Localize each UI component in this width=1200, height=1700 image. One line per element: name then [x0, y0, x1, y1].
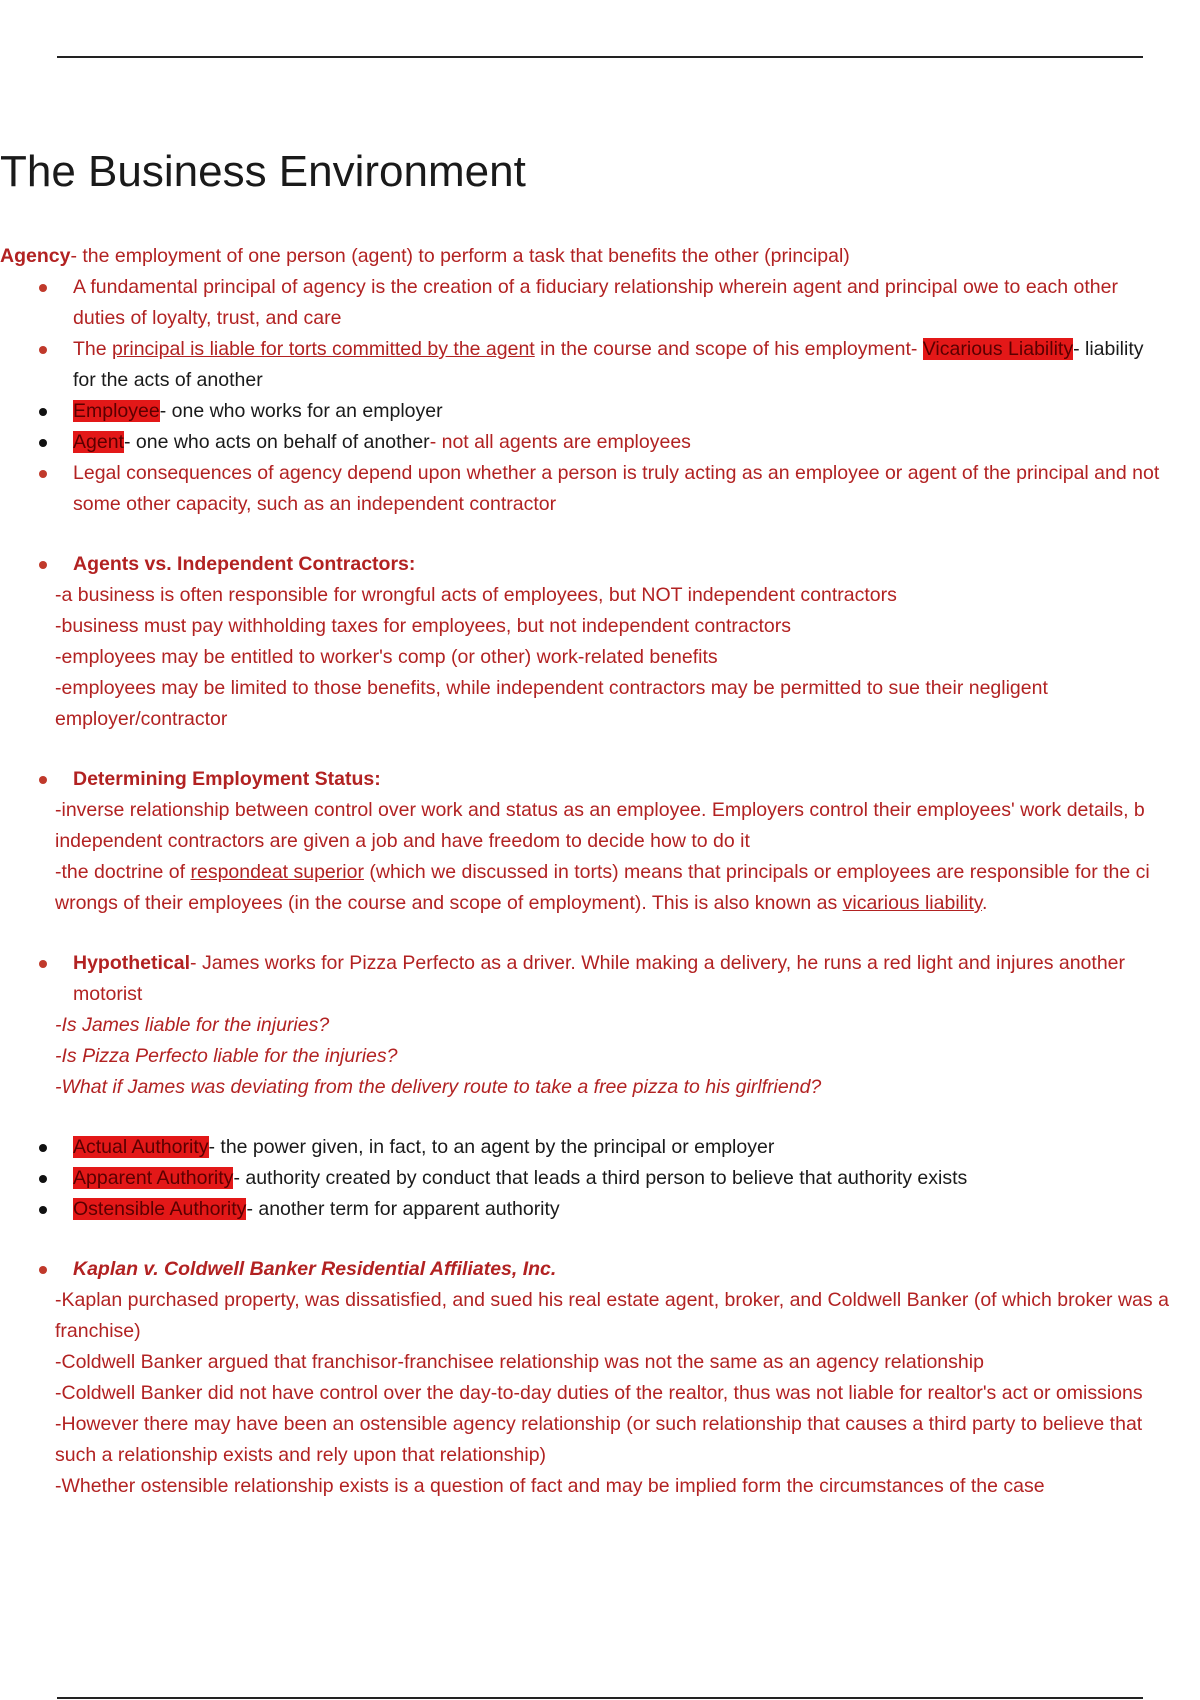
agency-section [0, 241, 1200, 520]
employee-highlight: Employee [73, 400, 160, 422]
status-line: -inverse relationship between control over work and status as an employee. Employers control their employees' work details, b [55, 799, 1145, 821]
fiduciary-text-cont: duties of loyalty, trust, and care [73, 307, 342, 329]
employee-def: - one who works for an employer [159, 400, 443, 422]
agency-term: Agency [0, 245, 71, 267]
agent-highlight: Agent [73, 431, 124, 453]
bullet-legal-consequences [0, 458, 1200, 489]
status-text: (which we discussed in torts) means that principals or employees are responsible for the ci [363, 861, 1150, 883]
bullet-agent [0, 427, 1200, 458]
bullet-fiduciary [0, 272, 1200, 303]
status-text: -the doctrine of [55, 861, 191, 883]
contractor-line: -employees may be limited to those benefits, while independent contractors may be permitted to sue their negligent [55, 677, 1048, 699]
bullet-employee [0, 396, 1200, 427]
authority-item [0, 1132, 1200, 1163]
agent-def: - one who acts on behalf of another [123, 431, 430, 453]
status-text: wrongs of their employees (in the course and scope of employment). This is also known as [55, 892, 843, 914]
kaplan-line: -Coldwell Banker did not have control over the day-to-day duties of the realtor, thus was not liable for realtor's act or omissions [55, 1382, 1143, 1404]
kaplan-line: franchise) [55, 1320, 141, 1342]
fiduciary-text: A fundamental principal of agency is the creation of a fiduciary relationship wherein agent and principal owe to each other [73, 276, 1118, 298]
kaplan-line: -Coldwell Banker argued that franchisor-franchisee relationship was not the same as an agency relationship [55, 1351, 984, 1373]
liable-pre: The [73, 338, 113, 360]
kaplan-line: -However there may have been an ostensible agency relationship (or such relationship that causes a third party to believe that [55, 1413, 1143, 1435]
contractor-line: -a business is often responsible for wrongful acts of employees, but NOT independent contractors [55, 584, 897, 606]
hypothetical-body: - James works for Pizza Perfecto as a driver. While making a delivery, he runs a red light and injures another [190, 952, 1126, 974]
authority-def: - another term for apparent authority [246, 1198, 560, 1220]
hypothetical-term: Hypothetical [73, 952, 191, 974]
agency-definition [0, 241, 1200, 272]
hypothetical-body-cont: motorist [73, 983, 143, 1005]
authority-item [0, 1194, 1200, 1225]
vicarious-liability-underlined: vicarious liability [842, 892, 983, 914]
ostensible-authority-highlight: Ostensible Authority [73, 1198, 247, 1220]
hypothetical-question: -Is Pizza Perfecto liable for the injuries? [55, 1045, 398, 1067]
authority-item [0, 1163, 1200, 1194]
kaplan-line: -Kaplan purchased property, was dissatisfied, and sued his real estate agent, broker, and Coldwell Banker (of which broker was a [55, 1289, 1169, 1311]
hypothetical-question: -Is James liable for the injuries? [55, 1014, 330, 1036]
bullet-principal-liable [0, 334, 1200, 365]
authority-def: - the power given, in fact, to an agent by the principal or employer [208, 1136, 775, 1158]
liable-underlined: principal is liable for torts committed by the agent [112, 338, 535, 360]
bullet-fiduciary-cont [0, 303, 1200, 334]
hypothetical-section [0, 948, 1200, 1103]
vicarious-def: - liability [1073, 338, 1144, 360]
document-title: The Business Environment [0, 147, 526, 196]
apparent-authority-highlight: Apparent Authority [73, 1167, 234, 1189]
agent-note: - not all agents are employees [429, 431, 691, 453]
status-line [0, 888, 1200, 919]
legal-text-cont: some other capacity, such as an independent contractor [73, 493, 557, 515]
respondeat-superior: respondeat superior [190, 861, 364, 883]
header-rule [57, 56, 1143, 58]
kaplan-line: such a relationship exists and rely upon that relationship) [55, 1444, 547, 1466]
contractor-line: -business must pay withholding taxes for employees, but not independent contractors [55, 615, 792, 637]
authority-def: - authority created by conduct that leads a third person to believe that authority exists [233, 1167, 968, 1189]
employment-status-section [0, 764, 1200, 919]
authority-section [0, 1132, 1200, 1225]
status-heading: Determining Employment Status: [0, 764, 1200, 795]
agency-definition-text: - the employment of one person (agent) to perform a task that benefits the other (principal) [70, 245, 850, 267]
footer-rule [57, 1697, 1143, 1699]
status-text: . [982, 892, 988, 914]
contractors-heading: Agents vs. Independent Contractors: [0, 549, 1200, 580]
liable-post: in the course and scope of his employment- [534, 338, 923, 360]
legal-text: Legal consequences of agency depend upon whether a person is truly acting as an employee or agent of the principal and not [73, 462, 1160, 484]
contractor-line: -employees may be entitled to worker's comp (or other) work-related benefits [55, 646, 718, 668]
kaplan-section [0, 1254, 1200, 1502]
actual-authority-highlight: Actual Authority [73, 1136, 209, 1158]
document-body [0, 241, 1200, 1502]
kaplan-line: -Whether ostensible relationship exists is a question of fact and may be implied form the circumstances of the case [55, 1475, 1045, 1497]
vicarious-liability-highlight: Vicarious Liability [922, 338, 1074, 360]
status-line: independent contractors are given a job and have freedom to decide how to do it [55, 830, 750, 852]
status-line [0, 857, 1200, 888]
hypothetical-question: -What if James was deviating from the delivery route to take a free pizza to his girlfriend? [55, 1076, 822, 1098]
contractor-line: employer/contractor [55, 708, 228, 730]
kaplan-heading: Kaplan v. Coldwell Banker Residential Affiliates, Inc. [0, 1254, 1200, 1285]
hypothetical-text [0, 948, 1200, 979]
contractors-section [0, 549, 1200, 735]
vicarious-def-cont: for the acts of another [73, 369, 263, 391]
